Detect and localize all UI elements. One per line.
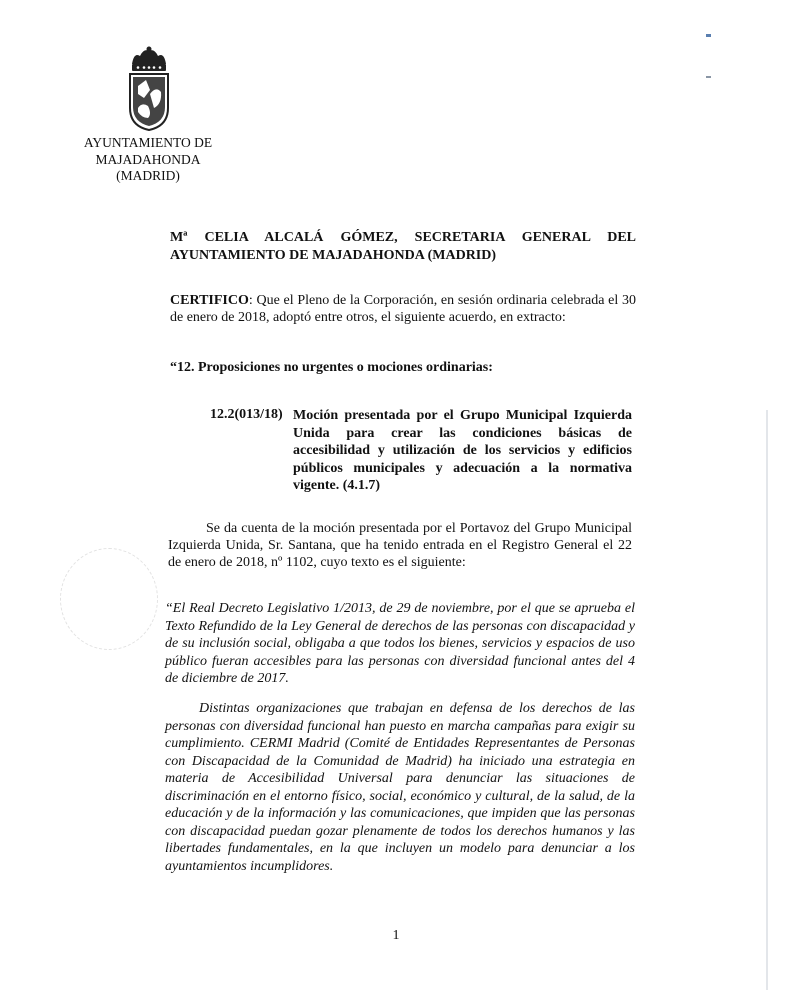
scan-mark-mid	[706, 76, 711, 78]
motion-number: 12.2(013/18)	[210, 407, 283, 422]
intro-paragraph	[168, 520, 632, 571]
org-line-2: MAJADAHONDA	[95, 151, 201, 167]
intro-paragraph-rest: Izquierda Unida, Sr. Santana, que ha tenido entrada en el Registro General el 22 de enero de 2018, nº 1102, cuyo texto es el siguiente:	[168, 538, 632, 570]
certifico-text: : Que el Pleno de la Corporación, en sesión ordinaria celebrada el 30 de enero de 2018, adoptó entre otros, el siguiente acuerdo, en extracto:	[170, 293, 636, 325]
signer-line-2: AYUNTAMIENTO DE MAJADAHONDA (MADRID)	[170, 247, 497, 263]
motion-title: Moción presentada por el Grupo Municipal Izquierda Unida para crear las condiciones básicas de accesibilidad y utilización de los servicios y edificios públicos municipales y adecuación a la normativa vigente. (4.1.7)	[293, 408, 632, 493]
municipality-name	[60, 135, 236, 185]
section-heading: “12. Proposiciones no urgentes o mociones ordinarias:	[170, 360, 493, 375]
scan-edge-shadow	[766, 410, 768, 990]
intro-paragraph-first-line: Se da cuenta de la moción presentada por el Portavoz del Grupo Municipal	[206, 521, 632, 536]
quoted-paragraph-2: Distintas organizaciones que trabajan en defensa de los derechos de las personas con diversidad funcional han puesto en marcha campañas para exigir su cumplimiento. CERMI Madrid (Comité de Entidades Representantes de Personas con Discapacidad de la Comunidad de Madrid) ha iniciado una estrategia en materia de Accesibilidad Universal para denunciar las situaciones de discriminación en el entorno físico, social, económico y cultural, de la salud, de la educación y de la información y las comunicaciones, que impiden que las personas con discapacidad puedan gozar plenamente de todos los derechos humanos y las libertades fundamentales, en la que incluyen un modelo para denunciar a los ayuntamientos incumplidores.	[165, 701, 635, 874]
org-line-3: (MADRID)	[116, 168, 180, 183]
municipal-coat-of-arms-icon	[120, 46, 178, 132]
certification-paragraph	[170, 292, 636, 326]
page-number: 1	[392, 928, 400, 943]
scan-mark-top	[706, 34, 711, 37]
stamp-ghost	[60, 548, 158, 650]
signer-heading	[170, 229, 636, 264]
signer-line-1: Mª CELIA ALCALÁ GÓMEZ, SECRETARIA GENERAL DEL	[170, 230, 636, 245]
certifico-label: CERTIFICO	[170, 293, 249, 308]
quoted-paragraph-1: “El Real Decreto Legislativo 1/2013, de 29 de noviembre, por el que se aprueba el Texto Refundido de la Ley General de derechos de las personas con discapacidad y de su inclusión social, obligaba a que todos los bienes, servicios y espacios de uso público fueran accesibles para las personas con diversidad funcional antes del 4 de diciembre de 2017.	[165, 601, 635, 686]
org-line-1: AYUNTAMIENTO DE	[83, 135, 213, 150]
